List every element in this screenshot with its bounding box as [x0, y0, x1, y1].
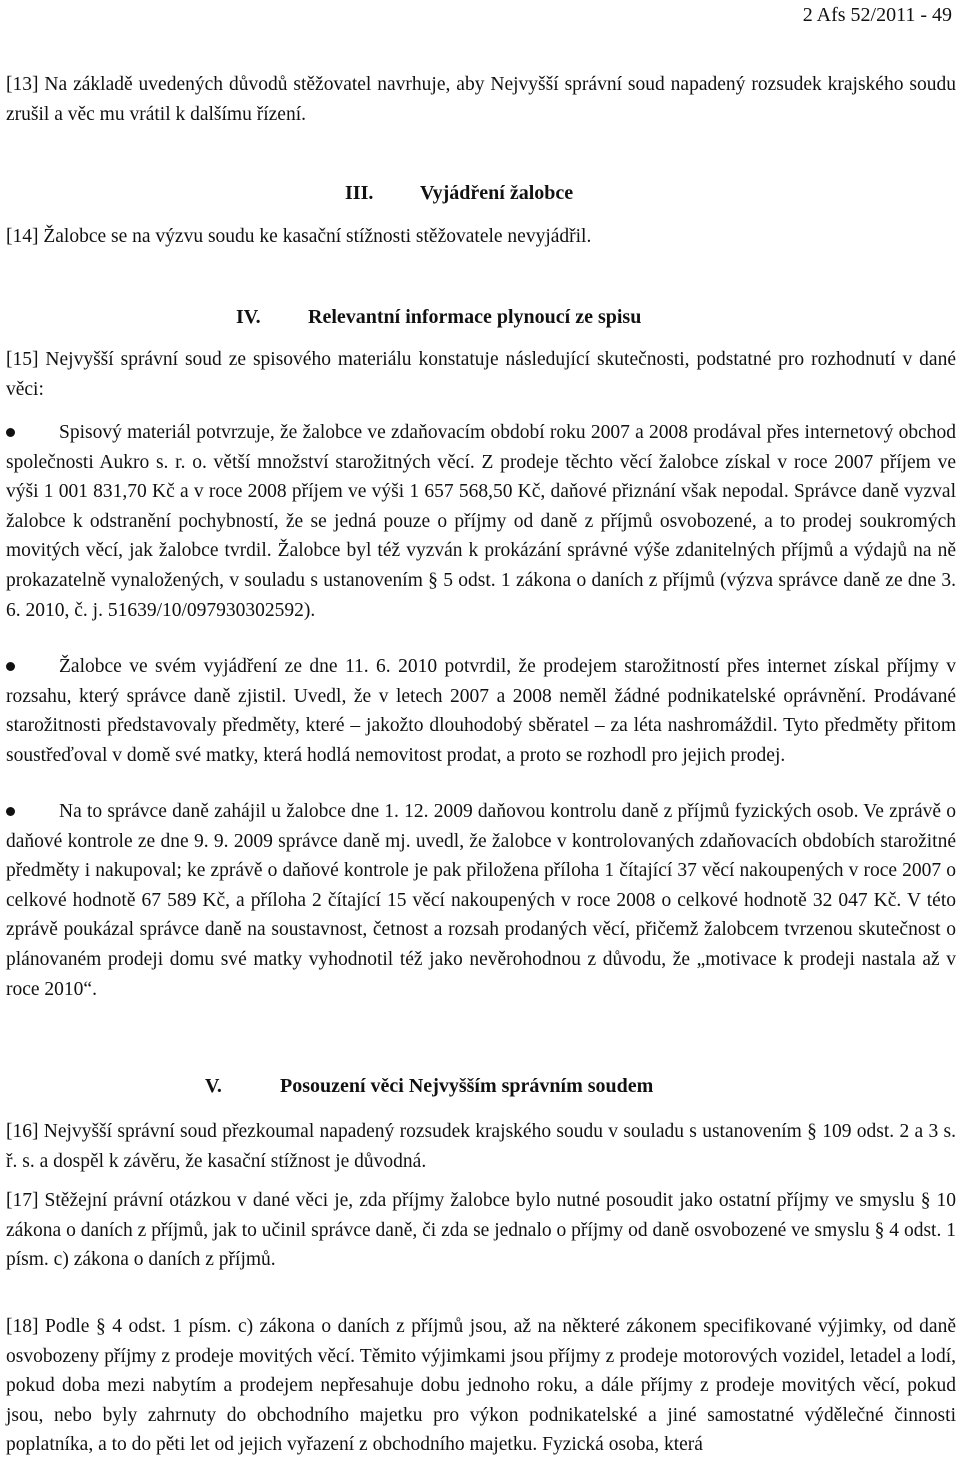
section-title: Relevantní informace plynoucí ze spisu	[308, 306, 642, 328]
bullet-text: Spisový materiál potvrzuje, že žalobce ve zdaňovacím období roku 2007 a 2008 prodával přes internetový obchod společnosti Aukro s. r. o. větší množství starožitných věcí. Z prodeje těchto věcí žalobce získal v roce 2007 příjem ve výši 1 001 831,70 Kč a v roce 2008 příjem ve výši 1 657 568,50 Kč, daňové přiznání však nepodal. Správce daně vyzval žalobce k odstranění pochybností, že se jedná pouze o příjmy od daně z příjmů osvobozené, a to prodej soukromých movitých věcí, jak žalobce tvrdil. Žalobce byl též vyzván k prokázání správné výše zdanitelných příjmů a výdajů na ně prokazatelně vynaložených, v souladu s ustanovením § 5 odst. 1 zákona o daních z příjmů (výzva správce daně ze dne 3. 6. 2010, č. j. 51639/10/097930302592).	[6, 422, 956, 621]
bullet-text: Na to správce daně zahájil u žalobce dne 1. 12. 2009 daňovou kontrolu daně z příjmů fyzických osob. Ve zprávě o daňové kontrole ze dne 9. 9. 2009 správce daně mj. uvedl, že žalobce v kontrolovaných zdaňovacích obdobích starožitné předměty i nakupoval; ke zprávě o daňové kontrole je pak přiložena příloha 1 čítající 37 věcí nakoupených v roce 2007 o celkové hodnotě 67 589 Kč, a příloha 2 čítající 15 věcí nakoupených v roce 2008 o celkové hodnotě 32 047 Kč. V této zprávě poukázal správce daně na soustavnost, četnost a rozsah prodaných věcí, přičemž žalobcem tvrzenou skutečnost o plánovaném prodeji domu své matky vyhodnotil též jako nevěrohodnou z důvodu, že „motivace k prodeji nastala až v roce 2010“.	[6, 801, 956, 1000]
paragraph-15: [15] Nejvyšší správní soud ze spisového materiálu konstatuje následující skutečnosti, podstatné pro rozhodnutí v dané věci:	[6, 349, 956, 400]
section-title: Vyjádření žalobce	[420, 182, 574, 204]
bullet-icon	[6, 428, 15, 437]
paragraph-13: [13] Na základě uvedených důvodů stěžovatel navrhuje, aby Nejvyšší správní soud napadený rozsudek krajského soudu zrušil a věc mu vrátil k dalšímu řízení.	[6, 74, 956, 125]
bullet-item-2	[6, 652, 956, 770]
bullet-item-3	[6, 797, 956, 1004]
paragraph-17: [17] Stěžejní právní otázkou v dané věci je, zda příjmy žalobce bylo nutné posoudit jako ostatní příjmy ve smyslu § 10 zákona o daních z příjmů, jak to učinil správce daně, či zda se jednalo o příjmy od daně osvobozené ve smyslu § 4 odst. 1 písm. c) zákona o daních z příjmů.	[6, 1190, 956, 1271]
paragraph-16: [16] Nejvyšší správní soud přezkoumal napadený rozsudek krajského soudu v souladu s ustanovením § 109 odst. 2 a 3 s. ř. s. a dospěl k závěru, že kasační stížnost je důvodná.	[6, 1121, 956, 1172]
bullet-icon	[6, 662, 15, 671]
bullet-text: Žalobce ve svém vyjádření ze dne 11. 6. 2010 potvrdil, že prodejem starožitností přes internet získal příjmy v rozsahu, který správce daně zjistil. Uvedl, že v letech 2007 a 2008 neměl žádné podnikatelské oprávnění. Prodávané starožitnosti představovaly předměty, které – jakožto dlouhodobý sběratel – za léta nashromáždil. Tyto předměty přitom soustřeďoval v domě své matky, která hodlá nemovitost prodat, a proto se rozhodl pro jejich prodej.	[6, 656, 956, 766]
section-heading-3	[345, 182, 573, 205]
section-number: III.	[345, 182, 374, 204]
section-title: Posouzení věci Nejvyšším správním soudem	[280, 1075, 654, 1097]
section-heading-4	[236, 306, 641, 329]
section-number: IV.	[236, 306, 261, 328]
section-number: V.	[205, 1075, 222, 1097]
paragraph-18: [18] Podle § 4 odst. 1 písm. c) zákona o daních z příjmů jsou, až na některé zákonem specifikované výjimky, od daně osvobozeny příjmy z prodeje movitých věcí. Těmito výjimkami jsou příjmy z prodeje motorových vozidel, letadel a lodí, pokud doba mezi nabytím a prodejem nepřesahuje dobu jednoho roku, a dále příjmy z prodeje movitých věcí, pokud jsou, nebo byly zahrnuty do obchodního majetku pro výkon podnikatelské a jiné samostatné výdělečné činnosti poplatníka, a to do pěti let od jejich vyřazení z obchodního majetku. Fyzická osoba, která	[6, 1316, 956, 1456]
bullet-icon	[6, 807, 15, 816]
section-heading-5	[205, 1075, 653, 1098]
paragraph-14: [14] Žalobce se na výzvu soudu ke kasační stížnosti stěžovatele nevyjádřil.	[6, 226, 592, 247]
case-reference: 2 Afs 52/2011 - 49	[802, 4, 952, 26]
bullet-item-1	[6, 418, 956, 625]
